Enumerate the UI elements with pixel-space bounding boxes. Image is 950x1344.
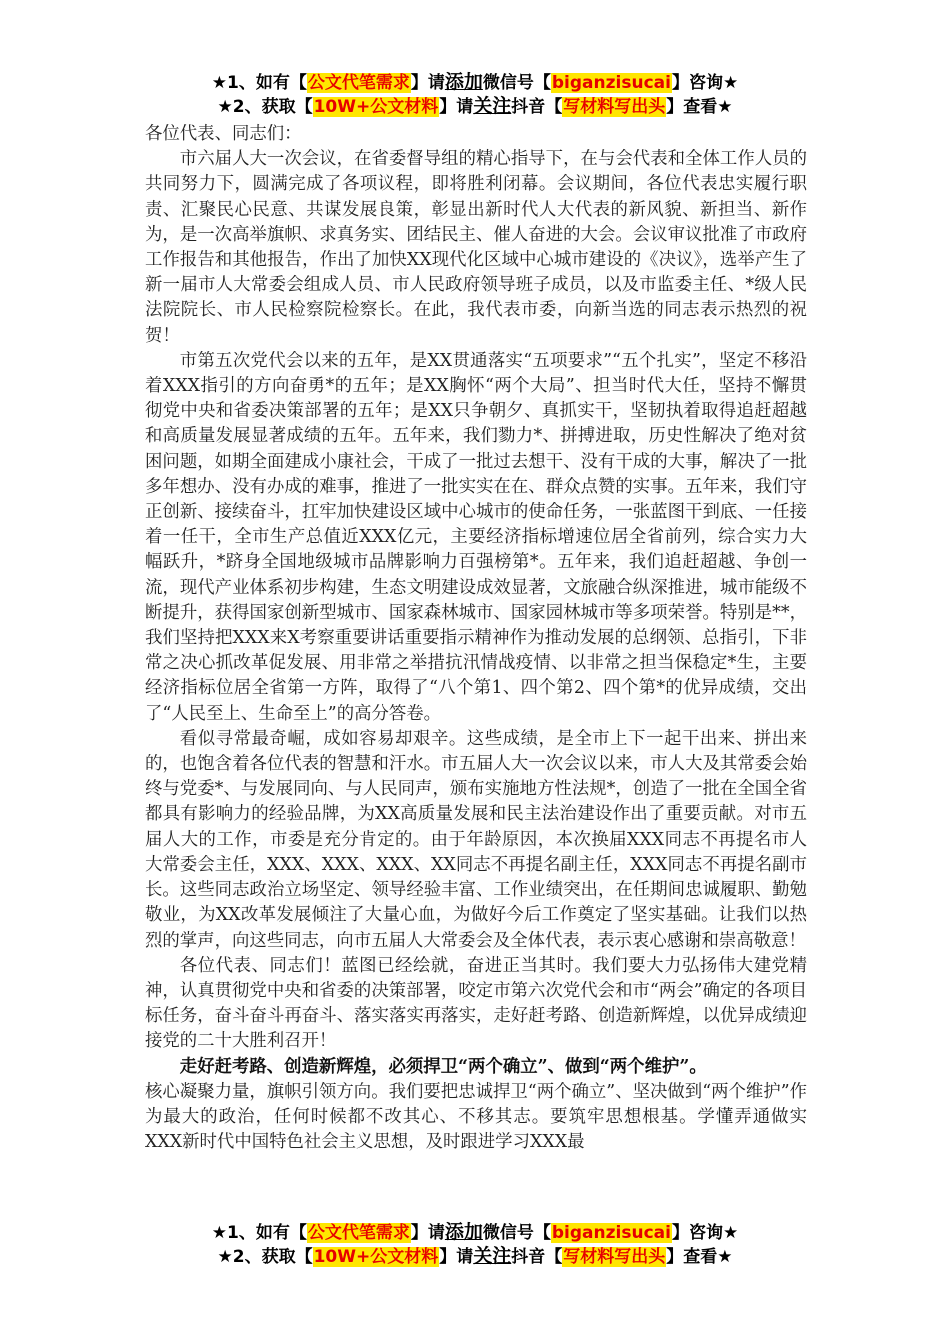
- highlight-materials: 10W+公文材料: [313, 97, 439, 117]
- banner-line-1: ★1、如有【公文代笔需求】请添加微信号【biganzisucai】咨询★: [211, 1221, 739, 1243]
- highlight-service: 公文代笔需求: [307, 73, 410, 93]
- highlight-service: 公文代笔需求: [307, 1223, 410, 1243]
- highlight-materials: 10W+公文材料: [313, 1247, 439, 1267]
- salutation: 各位代表、同志们：: [145, 124, 302, 144]
- paragraph: 各位代表、同志们！蓝图已经绘就，奋进正当其时。我们要大力弘扬伟大建党精神，认真贯彻党中央和省委的决策部署，咬定市第六次党代会和市“两会”确定的各项目标任务，奋斗奋斗再奋斗、落实落实再落实，走好赶考路、创造新辉煌，以优异成绩迎接党的二十大胜利召开！: [145, 955, 807, 1052]
- highlight-douyin-id: 写材料写出头: [563, 1247, 666, 1267]
- star-icon: ★: [217, 1247, 233, 1267]
- document-body: [145, 122, 807, 1155]
- highlight-wechat-id: biganzisucai: [551, 73, 671, 93]
- paragraph: 市第五次党代会以来的五年，是XX贯通落实“五项要求”“五个扎实”，坚定不移沿着XXX指引的方向奋勇*的五年；是XX胸怀“两个大局”、担当时代大任，坚持不懈贯彻党中央和省委决策部署的五年；是XX只争朝夕、真抓实干，坚韧执着取得追赶超越和高质量发展显著成绩的五年。五年来，我们勠力*、拼搏进取，历史性解决了绝对贫困问题，如期全面建成小康社会，干成了一批过去想干、没有干成的大事，解决了一批多年想办、没有办成的难事，推进了一批实实在在、群众点赞的实事。五年来，我们守正创新、接续奋斗，扛牢加快建设区域中心城市的使命任务，一张蓝图干到底、一任接着一任干，全市生产总值近XXX亿元，主要经济指标增速位居全省前列，综合实力大幅跃升，*跻身全国地级城市品牌影响力百强榜第*。五年来，我们追赶超越、争创一流，现代产业体系初步构建，生态文明建设成效显著，文旅融合纵深推进，城市能级不断提升，获得国家创新型城市、国家森林城市、国家园林城市等多项荣誉。特别是**，我们坚持把XXX来X考察重要讲话重要指示精神作为推动发展的总纲领、总指引，下非常之决心抓改革促发展、用非常之举措抗汛情战疫情、以非常之担当保稳定*生，主要经济指标位居全省第一方阵，取得了“八个第1、四个第2、四个第*的优异成绩，交出了“人民至上、生命至上”的高分答卷。: [145, 350, 807, 724]
- paragraph: 看似寻常最奇崛，成如容易却艰辛。这些成绩，是全市上下一起干出来、拼出来的，也饱含着各位代表的智慧和汗水。市五届人大一次会议以来，市人大及其常委会始终与党委*、与发展同向、与人民同声，颁布实施地方性法规*，创造了一批在全国全省都具有影响力的经验品牌，为XX高质量发展和民主法治建设作出了重要贡献。对市五届人大的工作，市委是充分肯定的。由于年龄原因，本次换届XXX同志不再提名市人大常委会主任，XXX、XXX、XXX、XX同志不再提名副主任，XXX同志不再提名副市长。这些同志政治立场坚定、领导经验丰富、工作业绩突出，在任期间忠诚履职、勤勉敬业，为XX改革发展倾注了大量心血，为做好今后工作奠定了坚实基础。让我们以热烈的掌声，向这些同志，向市五届人大常委会及全体代表，表示衷心感谢和崇高敬意！: [145, 728, 807, 951]
- star-icon: ★: [211, 1223, 228, 1243]
- banner-line-2: ★2、获取【10W+公文材料】请关注抖音【写材料写出头】查看★: [217, 1245, 733, 1267]
- highlight-douyin-id: 写材料写出头: [563, 97, 666, 117]
- bottom-banner: [0, 1220, 950, 1268]
- paragraph: 核心凝聚力量，旗帜引领方向。我们要把忠诚捍卫“两个确立”、坚决做到“两个维护”作为最大的政治，任何时候都不改其心、不移其志。要筑牢思想根基。学懂弄通做实XXX新时代中国特色社会主义思想，及时跟进学习XXX最: [145, 1081, 807, 1153]
- banner-line-2: ★2、获取【10W+公文材料】请关注抖音【写材料写出头】查看★: [217, 95, 733, 117]
- banner-line-1: ★1、如有【公文代笔需求】请添加微信号【biganzisucai】咨询★: [211, 71, 739, 93]
- paragraph: 市六届人大一次会议，在省委督导组的精心指导下，在与会代表和全体工作人员的共同努力下，圆满完成了各项议程，即将胜利闭幕。会议期间，各位代表忠实履行职责、汇聚民心民意、共谋发展良策，彰显出新时代人大代表的新风貌、新担当、新作为，是一次高举旗帜、求真务实、团结民主、催人奋进的大会。会议审议批准了市政府工作报告和其他报告，作出了加快XX现代化区域中心城市建设的《决议》，选举产生了新一届市人大常委会组成人员、市人民政府领导班子成员，以及市监委主任、*级人民法院院长、市人民检察院检察长。在此，我代表市委，向新当选的同志表示热烈的祝贺！: [145, 149, 807, 346]
- star-icon: ★: [211, 73, 228, 93]
- highlight-wechat-id: biganzisucai: [551, 1223, 671, 1243]
- section-heading: 走好赶考路、创造新辉煌，必须捍卫“两个确立”、做到“两个维护”。: [179, 1056, 707, 1077]
- star-icon: ★: [217, 97, 233, 117]
- top-banner: [0, 70, 950, 118]
